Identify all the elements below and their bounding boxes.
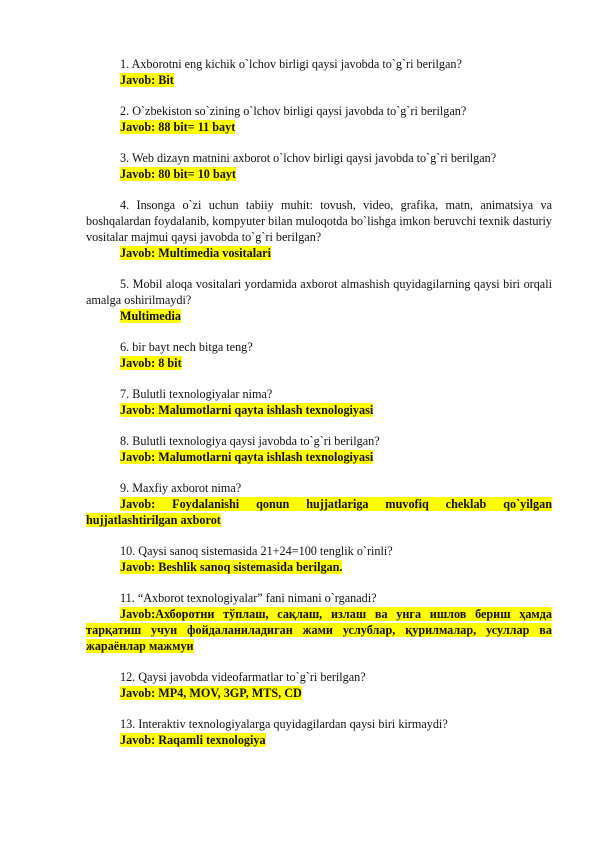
question-text: 5. Mobil aloqa vositalari yordamida axborot almashish quyidagilarning qaysi biri orqali amalga oshirilmaydi? (86, 277, 552, 307)
question-block-5 (86, 276, 552, 324)
question-block-12 (86, 669, 552, 701)
question-block-11 (86, 590, 552, 654)
answer-highlight: Javob: Malumotlarni qayta ishlash texnologiyasi (120, 403, 374, 417)
question-text: 7. Bulutli texnologiyalar nima? (120, 387, 273, 401)
question-block-2 (86, 103, 552, 135)
question-text: 11. “Axborot texnologiyalar” fani nimani o`rganadi? (120, 591, 377, 605)
question-block-9 (86, 480, 552, 528)
answer-text (86, 559, 552, 575)
question-text: 9. Maxfiy axborot nima? (120, 481, 242, 495)
question-text: 1. Axborotni eng kichik o`lchov birligi qaysi javobda to`g`ri berilgan? (120, 57, 462, 71)
answer-highlight: Multimedia (120, 309, 181, 323)
question-text: 4. Insonga o`zi uchun tabiiy muhit: tovush, video, grafika, matn, animatsiya va boshqalardan foydalanib, kompyuter bilan muloqotda bo`lishga imkon beruvchi texnik dasturiy vositalar majmui qaysi javobda to`g`ri berilgan? (86, 198, 552, 244)
answer-highlight: Javob:Ахборотни тўплаш, сақлаш, излаш ва унга ишлов бериш ҳамда тарқатиш учун фойдаланиладиган жами услублар, қурилмалар, усуллар ва жараёнлар мажмуи (86, 607, 552, 653)
answer-highlight: Javob: Bit (120, 73, 174, 87)
question-text: 6. bir bayt nech bitga teng? (120, 340, 253, 354)
question-block-6 (86, 339, 552, 371)
answer-text (86, 606, 552, 654)
question-block-8 (86, 433, 552, 465)
answer-highlight: Javob: Beshlik sanoq sistemasida berilgan. (120, 560, 343, 574)
answer-highlight: Javob: 80 bit= 10 bayt (120, 167, 236, 181)
answer-highlight: Javob: 88 bit= 11 bayt (120, 120, 236, 134)
answer-text (86, 355, 552, 371)
answer-highlight: Javob: Foydalanishi qonun hujjatlariga muvofiq cheklab qo`yilgan hujjatlashtirilgan axborot (86, 497, 552, 527)
answer-text (86, 496, 552, 528)
answer-text (86, 685, 552, 701)
answer-text (86, 245, 552, 261)
answer-text (86, 449, 552, 465)
question-block-13 (86, 716, 552, 748)
answer-text (86, 732, 552, 748)
question-block-3 (86, 150, 552, 182)
answer-highlight: Javob: Malumotlarni qayta ishlash texnologiyasi (120, 450, 374, 464)
answer-text (86, 402, 552, 418)
question-block-10 (86, 543, 552, 575)
answer-text (86, 72, 552, 88)
answer-highlight: Javob: 8 bit (120, 356, 182, 370)
answer-highlight: Javob: Multimedia vositalari (120, 246, 271, 260)
question-text: 13. Interaktiv texnologiyalarga quyidagilardan qaysi biri kirmaydi? (120, 717, 448, 731)
question-text: 10. Qaysi sanoq sistemasida 21+24=100 tenglik o`rinli? (120, 544, 393, 558)
answer-text (86, 119, 552, 135)
answer-highlight: Javob: Raqamli texnologiya (120, 733, 266, 747)
question-text: 2. O`zbekiston so`zining o`lchov birligi qaysi javobda to`g`ri berilgan? (120, 104, 467, 118)
answer-text (86, 308, 552, 324)
question-block-4 (86, 197, 552, 261)
question-block-1 (86, 56, 552, 88)
answer-highlight: Javob: MP4, MOV, 3GP, MTS, CD (120, 686, 302, 700)
answer-text (86, 166, 552, 182)
document-page (86, 56, 552, 763)
question-text: 12. Qaysi javobda videofarmatlar to`g`ri berilgan? (120, 670, 366, 684)
question-text: 8. Bulutli texnologiya qaysi javobda to`g`ri berilgan? (120, 434, 380, 448)
question-block-7 (86, 386, 552, 418)
question-text: 3. Web dizayn matnini axborot o`lchov birligi qaysi javobda to`g`ri berilgan? (120, 151, 497, 165)
